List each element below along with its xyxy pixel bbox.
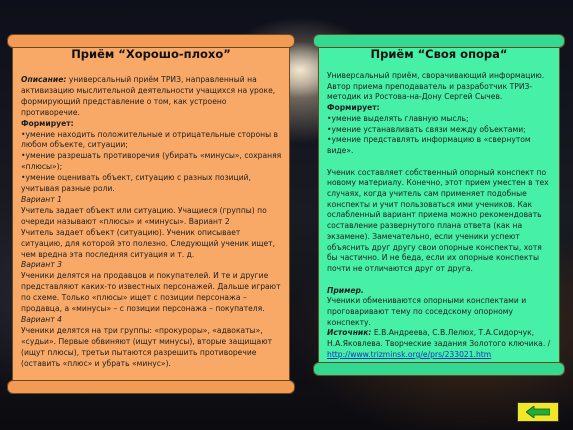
back-button[interactable]	[517, 402, 559, 422]
example-text: Ученики обмениваются опорными конспектами и проговаривают тему по соседскому опорному конспекту.	[327, 296, 527, 327]
example-label: Пример.	[327, 285, 364, 295]
variant-text: Учитель задает объект (ситуацию). Ученик описывает ситуацию, для которой это полезно. Следующий ученик ищет, чем вредна эта последняя ситуация и т. д.	[21, 227, 276, 259]
list-item: •умение устанавливать связи между объектами;	[327, 124, 526, 134]
intro-text: Универсальный приём, сворачивающий информацию. Автор приема преподаватель и разработчик ТРИЗ-методик из Ростова-на-Дону Сергей Сычев.	[327, 71, 545, 102]
list-item: •умение представлять информацию в «свернутом виде».	[327, 135, 531, 155]
list-item: •умение выделять главную мысль;	[327, 113, 469, 123]
back-arrow-icon	[526, 406, 550, 418]
scroll-curl-top	[7, 34, 295, 48]
right-panel-title: Приём “Своя опора“	[370, 47, 508, 61]
variant-heading: Вариант 4	[21, 314, 62, 324]
scroll-curl-bottom	[313, 362, 565, 376]
description-line: Описание: универсальный приём ТРИЗ, направленный на активизацию мыслительной деятельности учащихся на уроке, формирующий представление о том, как устроено противоречие.	[21, 75, 276, 117]
forms-label: Формирует:	[21, 118, 74, 128]
right-scroll-panel	[318, 40, 560, 370]
variant-heading: Вариант 1	[21, 194, 62, 204]
left-panel-title: Приём “Хорошо-плохо”	[71, 47, 231, 61]
source-label: Источник:	[327, 328, 372, 338]
list-item: •умение находить положительные и отрицательные стороны в любом объекте, ситуации;	[21, 129, 279, 150]
right-panel-body	[327, 71, 553, 361]
source-text: Е.В.Андреева, С.В.Лелюх, Т.А.Сидорчук, Н.А.Яковлева. Творческие задания Золотого ключика. /	[327, 328, 551, 349]
list-item: •умение оценивать объект, ситуацию с разных позиций, учитывая разные роли.	[21, 173, 251, 194]
left-scroll-panel	[12, 40, 290, 388]
description-text: Ученик составляет собственный опорный конспект по новому материалу. Конечно, этот прием уместен в тех случаях, когда учитель сам применяет подобные конспекты и учит пользоваться ими учеников. Как ослабленный вариант приема можно рекомендовать составление развернутого плана ответа (как на экзамене). Замечательно, если ученики успеют объяснить друг другу свои опорные конспекты, хотя бы частично. И не беда, если их опорные конспекты почти не отличаются друг от друга.	[327, 167, 549, 273]
variant-text: Ученики делятся на продавцов и покупателей. И те и другие представляют каких-то известных персонажей. Дальше играют по схеме. Только «плюсы» ищет с позиции персонажа – продавца, а «минусы» – с позиции персонажа – покупателя.	[21, 271, 281, 314]
left-panel-body	[21, 75, 283, 369]
forms-label: Формирует:	[327, 103, 380, 113]
scroll-curl-bottom	[7, 380, 295, 394]
scroll-curl-top	[313, 34, 565, 48]
variant-text: Учитель задает объект или ситуацию. Учащиеся (группы) по очереди называют «плюсы» и «минусы». Вариант 2	[21, 205, 267, 226]
source-line	[327, 328, 553, 360]
source-link[interactable]: http://www.trizminsk.org/e/prs/233021.htm	[327, 349, 492, 359]
list-item: •умение разрешать противоречия (убирать «минусы», сохраняя «плюсы»);	[21, 151, 282, 172]
variant-heading: Вариант 3	[21, 260, 62, 270]
variant-text: Ученики делятся на три группы: «прокуроры», «адвокаты», «судьи». Первые обвиняют (ищут минусы), вторые защищают (ищут плюсы), третьи пытаются разрешить противоречие (оставить «плюс» и убрать «минус»).	[21, 325, 273, 368]
